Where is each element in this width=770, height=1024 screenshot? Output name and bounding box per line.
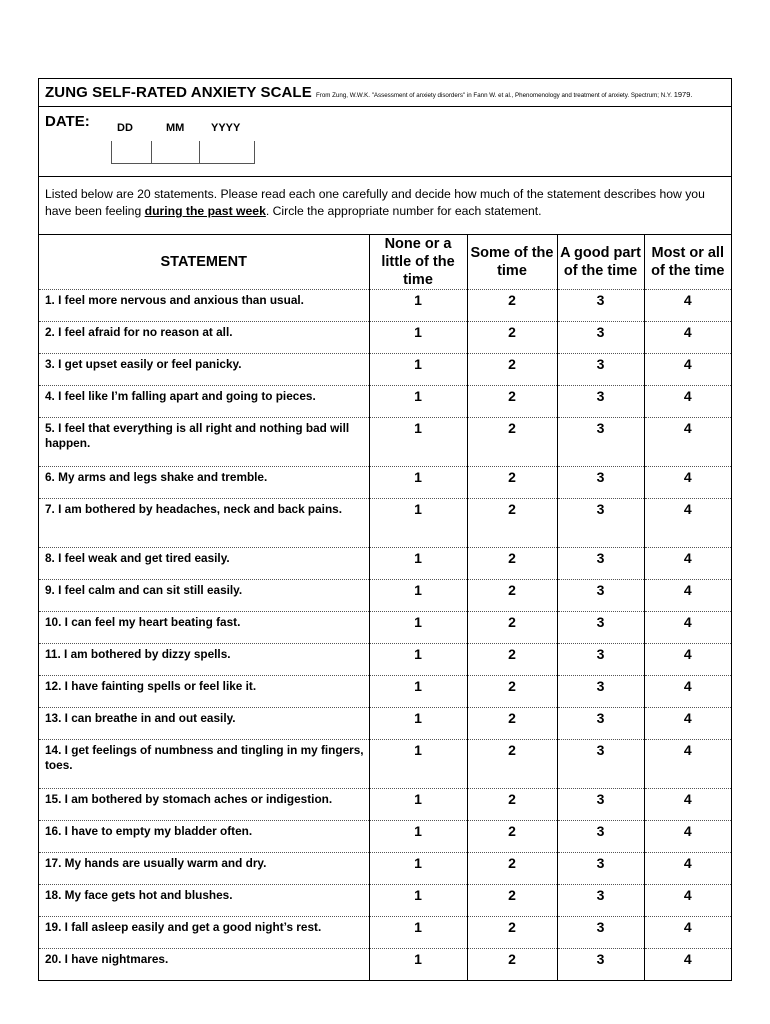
table-row (39, 676, 731, 708)
score-option-4[interactable]: 4 (644, 853, 731, 885)
score-option-1[interactable]: 1 (369, 917, 467, 949)
statement-text: 18. My face gets hot and blushes. (39, 885, 369, 917)
statement-text: 8. I feel weak and get tired easily. (39, 548, 369, 580)
score-option-1[interactable]: 1 (369, 644, 467, 676)
score-option-4[interactable]: 4 (644, 290, 731, 322)
score-option-4[interactable]: 4 (644, 821, 731, 853)
instructions-emphasis: during the past week (144, 204, 266, 218)
score-option-4[interactable]: 4 (644, 386, 731, 418)
table-row (39, 885, 731, 917)
score-option-1[interactable]: 1 (369, 853, 467, 885)
instructions-after: . Circle the appropriate number for each statement. (265, 204, 542, 218)
score-option-3[interactable]: 3 (557, 676, 644, 708)
score-option-3[interactable]: 3 (557, 885, 644, 917)
score-option-2[interactable]: 2 (467, 548, 557, 580)
statement-text: 17. My hands are usually warm and dry. (39, 853, 369, 885)
table-row (39, 290, 731, 322)
score-option-3[interactable]: 3 (557, 580, 644, 612)
score-option-3[interactable]: 3 (557, 322, 644, 354)
score-option-4[interactable]: 4 (644, 644, 731, 676)
score-option-1[interactable]: 1 (369, 580, 467, 612)
score-option-3[interactable]: 3 (557, 499, 644, 548)
score-option-3[interactable]: 3 (557, 949, 644, 981)
table-row (39, 853, 731, 885)
statement-text: 2. I feel afraid for no reason at all. (39, 322, 369, 354)
score-option-3[interactable]: 3 (557, 290, 644, 322)
table-row (39, 322, 731, 354)
score-option-4[interactable]: 4 (644, 885, 731, 917)
statements-table (39, 235, 731, 980)
score-option-3[interactable]: 3 (557, 644, 644, 676)
instructions (39, 177, 731, 235)
statement-text: 6. My arms and legs shake and tremble. (39, 467, 369, 499)
table-row (39, 789, 731, 821)
statement-text: 15. I am bothered by stomach aches or indigestion. (39, 789, 369, 821)
score-option-1[interactable]: 1 (369, 548, 467, 580)
score-option-3[interactable]: 3 (557, 853, 644, 885)
score-option-3[interactable]: 3 (557, 354, 644, 386)
score-option-1[interactable]: 1 (369, 418, 467, 467)
anxiety-scale-form (38, 78, 732, 981)
score-option-2[interactable]: 2 (467, 676, 557, 708)
score-option-1[interactable]: 1 (369, 740, 467, 789)
table-row (39, 644, 731, 676)
header-statement: STATEMENT (160, 254, 247, 270)
table-row (39, 612, 731, 644)
score-option-4[interactable]: 4 (644, 917, 731, 949)
statement-text: 3. I get upset easily or feel panicky. (39, 354, 369, 386)
score-option-2[interactable]: 2 (467, 917, 557, 949)
score-option-1[interactable]: 1 (369, 708, 467, 740)
table-row (39, 354, 731, 386)
score-option-1[interactable]: 1 (369, 290, 467, 322)
score-option-2[interactable]: 2 (467, 821, 557, 853)
date-mm-field[interactable] (151, 141, 200, 164)
statement-text: 4. I feel like I’m falling apart and going to pieces. (39, 386, 369, 418)
table-row (39, 499, 731, 548)
score-option-4[interactable]: 4 (644, 789, 731, 821)
score-option-2[interactable]: 2 (467, 290, 557, 322)
date-yyyy-label: YYYY (211, 122, 241, 134)
score-option-4[interactable]: 4 (644, 322, 731, 354)
title-bar (39, 79, 731, 107)
score-option-2[interactable]: 2 (467, 708, 557, 740)
table-row (39, 821, 731, 853)
score-option-2[interactable]: 2 (467, 644, 557, 676)
statement-text: 12. I have fainting spells or feel like it. (39, 676, 369, 708)
score-option-3[interactable]: 3 (557, 548, 644, 580)
score-option-3[interactable]: 3 (557, 740, 644, 789)
date-dd-field[interactable] (111, 141, 152, 164)
statement-text: 7. I am bothered by headaches, neck and back pains. (39, 499, 369, 548)
table-row (39, 580, 731, 612)
score-option-2[interactable]: 2 (467, 580, 557, 612)
score-option-1[interactable]: 1 (369, 386, 467, 418)
score-option-1[interactable]: 1 (369, 322, 467, 354)
score-option-4[interactable]: 4 (644, 676, 731, 708)
score-option-2[interactable]: 2 (467, 885, 557, 917)
date-label: DATE: (45, 113, 90, 130)
score-option-2[interactable]: 2 (467, 467, 557, 499)
statement-text: 10. I can feel my heart beating fast. (39, 612, 369, 644)
score-option-1[interactable]: 1 (369, 467, 467, 499)
statement-text: 11. I am bothered by dizzy spells. (39, 644, 369, 676)
score-option-1[interactable]: 1 (369, 499, 467, 548)
table-row (39, 708, 731, 740)
table-row (39, 917, 731, 949)
header-good-part: A good part of the time (557, 235, 644, 290)
score-option-4[interactable]: 4 (644, 467, 731, 499)
score-option-2[interactable]: 2 (467, 322, 557, 354)
score-option-2[interactable]: 2 (467, 853, 557, 885)
table-header-row (39, 235, 731, 290)
header-most-or-all: Most or all of the time (644, 235, 731, 290)
score-option-3[interactable]: 3 (557, 612, 644, 644)
score-option-4[interactable]: 4 (644, 548, 731, 580)
citation (316, 90, 693, 99)
table-row (39, 418, 731, 467)
score-option-4[interactable]: 4 (644, 580, 731, 612)
statement-text: 13. I can breathe in and out easily. (39, 708, 369, 740)
score-option-1[interactable]: 1 (369, 949, 467, 981)
score-option-3[interactable]: 3 (557, 386, 644, 418)
table-row (39, 386, 731, 418)
date-mm-label: MM (166, 122, 185, 134)
statement-text: 16. I have to empty my bladder often. (39, 821, 369, 853)
header-none-or-little: None or a little of the time (369, 235, 467, 290)
score-option-4[interactable]: 4 (644, 418, 731, 467)
score-option-3[interactable]: 3 (557, 708, 644, 740)
score-option-2[interactable]: 2 (467, 612, 557, 644)
score-option-4[interactable]: 4 (644, 740, 731, 789)
score-option-3[interactable]: 3 (557, 917, 644, 949)
score-option-4[interactable]: 4 (644, 354, 731, 386)
instructions-text (45, 186, 725, 220)
instructions-before: Listed below are 20 statements. Please read each one carefully and decide how much of the statement describes how you have been feeling (45, 187, 705, 218)
score-option-4[interactable]: 4 (644, 612, 731, 644)
date-yyyy-field[interactable] (199, 141, 255, 164)
score-option-2[interactable]: 2 (467, 386, 557, 418)
score-option-1[interactable]: 1 (369, 612, 467, 644)
statement-text: 19. I fall asleep easily and get a good night’s rest. (39, 917, 369, 949)
statement-text: 20. I have nightmares. (39, 949, 369, 981)
score-option-2[interactable]: 2 (467, 949, 557, 981)
form-title: ZUNG SELF-RATED ANXIETY SCALE (45, 84, 312, 101)
score-option-2[interactable]: 2 (467, 789, 557, 821)
score-option-4[interactable]: 4 (644, 499, 731, 548)
table-row (39, 740, 731, 789)
score-option-3[interactable]: 3 (557, 418, 644, 467)
score-option-4[interactable]: 4 (644, 708, 731, 740)
score-option-4[interactable]: 4 (644, 949, 731, 981)
table-row (39, 548, 731, 580)
date-dd-label: DD (117, 122, 133, 134)
statement-text: 14. I get feelings of numbness and tingling in my fingers, toes. (39, 740, 369, 789)
score-option-2[interactable]: 2 (467, 740, 557, 789)
score-option-1[interactable]: 1 (369, 789, 467, 821)
citation-text: From Zung, W.W.K. "Assessment of anxiety disorders" in Fann W. et al., Phenomenology and treatment of anxiety. Spectrum; N.Y. (316, 92, 672, 99)
statement-text: 9. I feel calm and can sit still easily. (39, 580, 369, 612)
score-option-2[interactable]: 2 (467, 499, 557, 548)
score-option-1[interactable]: 1 (369, 676, 467, 708)
citation-year: 1979. (673, 90, 693, 99)
date-section (39, 107, 731, 177)
score-option-3[interactable]: 3 (557, 821, 644, 853)
score-option-1[interactable]: 1 (369, 821, 467, 853)
statement-text: 5. I feel that everything is all right and nothing bad will happen. (39, 418, 369, 467)
score-option-1[interactable]: 1 (369, 885, 467, 917)
header-some: Some of the time (467, 235, 557, 290)
statement-text: 1. I feel more nervous and anxious than usual. (39, 290, 369, 322)
score-option-3[interactable]: 3 (557, 789, 644, 821)
score-option-2[interactable]: 2 (467, 418, 557, 467)
table-row (39, 467, 731, 499)
score-option-3[interactable]: 3 (557, 467, 644, 499)
score-option-1[interactable]: 1 (369, 354, 467, 386)
score-option-2[interactable]: 2 (467, 354, 557, 386)
table-row (39, 949, 731, 981)
